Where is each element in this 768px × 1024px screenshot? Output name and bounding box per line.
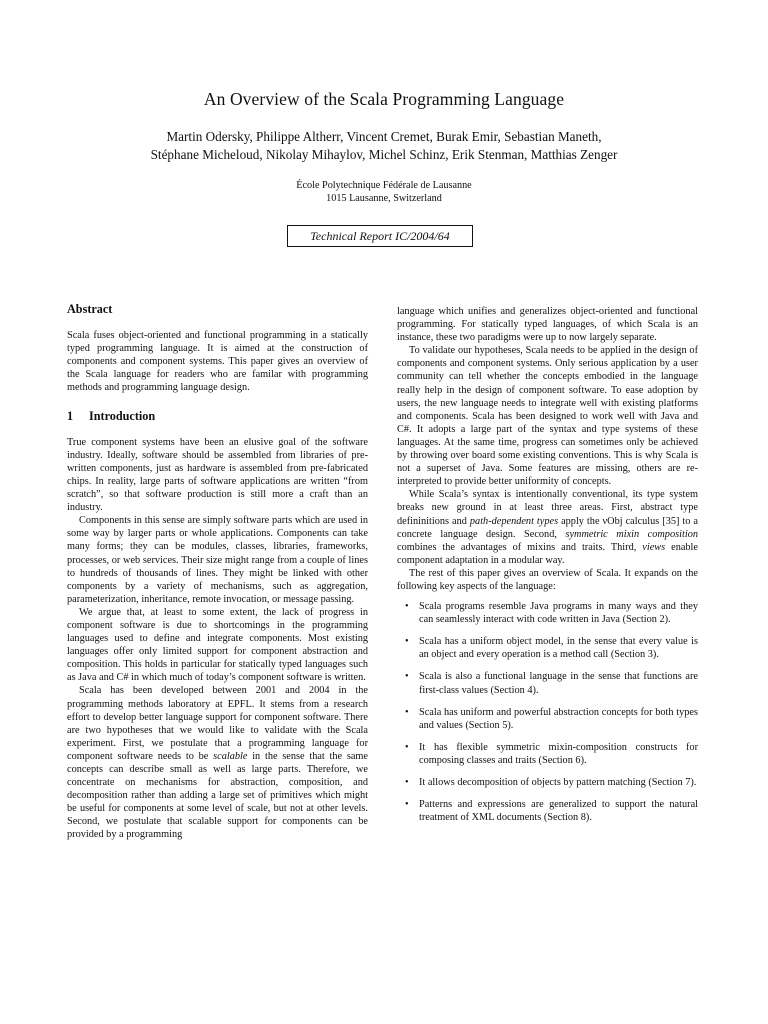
list-item-text: Scala is also a functional language in the sense that functions are first-class values (Section 4). xyxy=(419,671,698,696)
text-span: combines the advantages of mixins and traits. Third, xyxy=(397,541,643,553)
paragraph: True component systems have been an elusive goal of the software industry. Ideally, software should be assembled from libraries of pre-written components, just as hardware is assembled from pre-fabricated chips. In reality, large parts of software applications are written “from scratch”, so that software production is still more a craft than an industry. xyxy=(67,436,368,514)
emphasis: scalable xyxy=(213,750,248,762)
emphasis: symmetric mixin composition xyxy=(565,528,698,540)
section-heading xyxy=(67,410,368,423)
abstract-text: Scala fuses object-oriented and functional programming in a statically typed programming language. It is aimed at the construction of components and component systems. This paper gives an overview of the Scala language for readers who are familar with programming methods and programming language design. xyxy=(67,330,368,394)
paragraph: Components in this sense are simply software parts which are used in some way by larger parts or whole applications. Components can take many forms; they can be modules, classes, libraries, frameworks, processes, or web services. Their size might range from a couple of lines to hundreds of thousands of lines. They might be linked with other components by a variety of mechanisms, such as aggregation, parameterization, inheritance, remote invocation, or message passing. xyxy=(67,515,368,605)
list-item-text: Patterns and expressions are generalized to support the natural treatment of XML documents (Section 8). xyxy=(419,799,698,824)
bullet-icon: • xyxy=(405,777,409,788)
text-span: in the sense that the same concepts can describe small as well as large parts. Therefore, we concentrate on mechanisms for abstraction, composition, and decomposition rather than adding a large set of primitives which might be useful for components at some level of scale, but not at other levels. Second, we postulate that scalable support for components can be provided by a programming xyxy=(67,750,369,841)
authors-line: Martin Odersky, Philippe Altherr, Vincent Cremet, Burak Emir, Sebastian Maneth, xyxy=(166,129,602,144)
list-item xyxy=(397,706,698,732)
author-list xyxy=(0,128,768,164)
text-span: apply the νObj calculus [35] to a concrete language design. Second, xyxy=(397,515,698,540)
paragraph: We argue that, at least to some extent, the lack of progress in component software is due to shortcomings in the programming languages used to define and integrate components. Most existing languages offer only limited support for component abstraction and composition. This holds in particular for statically typed languages such as Java and C# in which much of today’s component software is written. xyxy=(67,606,368,684)
bullet-icon: • xyxy=(405,799,409,811)
paragraph: To validate our hypotheses, Scala needs to be applied in the design of components and component systems. Only serious application by a user community can tell whether the concepts embodied in the language really help in the design of component software. To ease adoption by users, the new language needs to integrate well with existing platforms and components. Scala has been designed to work well with Java and C#. It adopts a large part of the syntax and type systems of these languages. At the same time, progress can sometimes only be achieved by throwing over board some existing conventions. This is why Scala is not a superset of Java. Some features are missing, others are re-interpreted to provide better uniformity of concepts. xyxy=(397,345,698,488)
list-item xyxy=(397,798,698,824)
affiliation-line: 1015 Lausanne, Switzerland xyxy=(326,193,442,204)
text-span: While Scala’s syntax is intentionally conventional, its type system breaks new ground in at least three areas. First, abstract type defininitions and xyxy=(397,489,698,527)
paragraph xyxy=(67,684,368,841)
list-item-text: It allows decomposition of objects by pattern matching (Section 7). xyxy=(419,777,697,788)
bullet-icon: • xyxy=(405,741,409,753)
right-column xyxy=(397,305,698,833)
paragraph xyxy=(397,488,698,567)
left-column xyxy=(67,303,368,842)
list-item xyxy=(397,670,698,696)
authors-line: Stéphane Micheloud, Nikolay Mihaylov, Michel Schinz, Erik Stenman, Matthias Zenger xyxy=(150,147,618,162)
bullet-icon: • xyxy=(405,601,409,613)
section-number: 1 xyxy=(67,408,74,423)
emphasis: path-dependent types xyxy=(469,515,559,527)
bullet-icon: • xyxy=(405,636,409,648)
paragraph: The rest of this paper gives an overview of Scala. It expands on the following key aspects of the language: xyxy=(397,567,698,592)
emphasis: views xyxy=(642,541,666,553)
list-item-text: Scala has uniform and powerful abstraction concepts for both types and values (Section 5). xyxy=(419,706,698,731)
affiliation-line: École Polytechnique Fédérale de Lausanne xyxy=(296,180,472,191)
list-item xyxy=(397,741,698,767)
list-item-text: Scala programs resemble Java programs in many ways and they can seamlessly interact with code written in Java (Section 2). xyxy=(419,601,698,626)
text-span: enable component adaptation in a modular way. xyxy=(397,541,698,566)
text-span: Scala has been developed between 2001 and 2004 in the programming methods laboratory at EPFL. It stems from a research effort to develop better language support for component software. There are two hypotheses that we would like to validate with the Scala experiment. First, we postulate that a programming language for component software needs to be xyxy=(67,685,368,762)
list-item xyxy=(397,776,698,789)
technical-report-box: Technical Report IC/2004/64 xyxy=(287,225,473,247)
section-title: Introduction xyxy=(89,408,156,423)
list-item xyxy=(397,635,698,661)
bullet-icon: • xyxy=(405,671,409,683)
bullet-icon: • xyxy=(405,706,409,718)
paper-title: An Overview of the Scala Programming Language xyxy=(203,89,565,109)
list-item-text: Scala has a uniform object model, in the sense that every value is an object and every operation is a method call (Section 3). xyxy=(419,636,698,661)
paragraph: language which unifies and generalizes object-oriented and functional programming. For statically typed languages, of which Scala is an instance, these two paradigms were up to now largely separate. xyxy=(397,306,698,344)
abstract-heading: Abstract xyxy=(67,302,113,316)
list-item-text: It has flexible symmetric mixin-composition constructs for composing classes and traits (Section 6). xyxy=(419,741,698,766)
list-item xyxy=(397,600,698,626)
affiliation xyxy=(0,179,768,205)
aspect-list xyxy=(397,600,698,824)
